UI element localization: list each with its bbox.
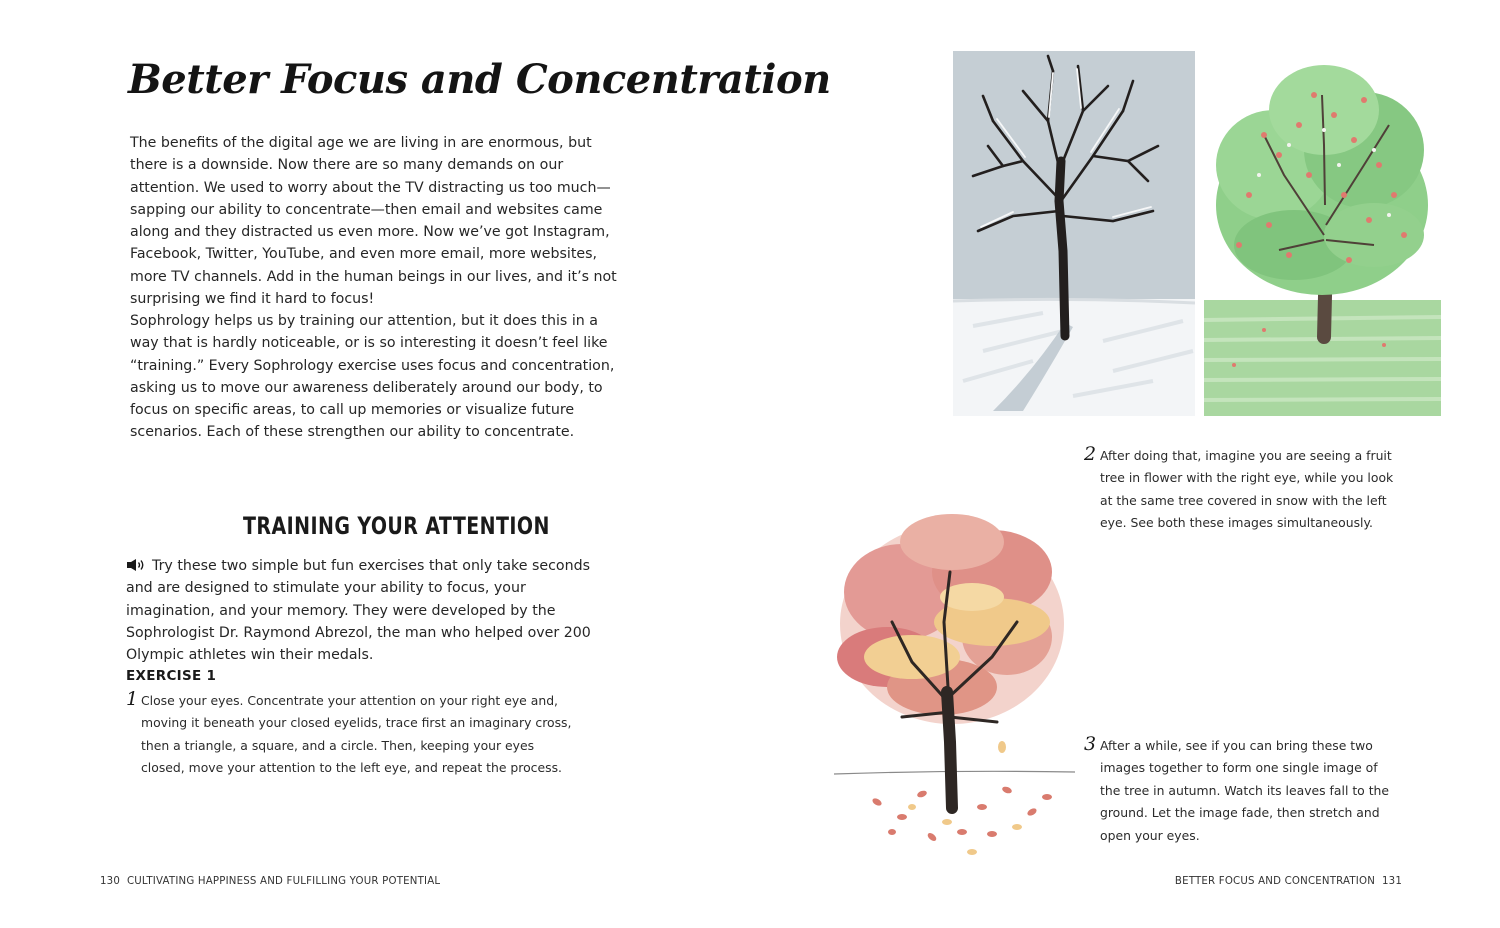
footer-right	[1175, 876, 1402, 887]
step-3-number: 3	[1084, 733, 1097, 755]
intro-paragraph-2: Sophrology helps us by training our attention, but it does this in a way that is hardly noticeable, or is so interesting it doesn’t feel like “training.” Every Sophrology exercise uses focus and concentration, asking us to move our awareness deliberately around our body, to focus on specific areas, to call up memories or visualize future scenarios. Each of these strengthen our ability to concentrate.	[130, 313, 615, 441]
step-1-text: Close your eyes. Concentrate your attention on your right eye and, moving it beneath your closed eyelids, trace first an imaginary cross, then a triangle, a square, and a circle. Then, keeping your eyes closed, move your attention to the left eye, and repeat the process.	[141, 693, 572, 776]
step-3-text: After a while, see if you can bring these two images together to form one single image of the tree in autumn. Watch its leaves fall to the ground. Let the image fade, then stretch and open your eyes.	[1100, 738, 1390, 843]
footer-left-page-number: 130	[100, 876, 121, 887]
spring-tree-illustration	[1204, 55, 1441, 416]
page-title: Better Focus and Concentration	[128, 56, 831, 103]
step-2-text: After doing that, imagine you are seeing a fruit tree in flower with the right eye, while you look at the same tree covered in snow with the left eye. See both these images simultaneously.	[1100, 448, 1394, 531]
autumn-tree-illustration	[832, 512, 1077, 862]
footer-left-text: CULTIVATING HAPPINESS AND FULFILLING YOUR POTENTIAL	[126, 876, 441, 887]
exercise-intro	[126, 555, 606, 666]
exercise-intro-text: Try these two simple but fun exercises that only take seconds and are designed to stimulate your ability to focus, your imagination, and your memory. They were developed by the Sophrologist Dr. Raymond Abrezol, the man who helped over 200 Olympic athletes win their medals.	[126, 558, 591, 664]
section-heading: TRAINING YOUR ATTENTION	[243, 512, 550, 540]
step-1-number: 1	[126, 688, 139, 710]
winter-tree-illustration	[953, 51, 1195, 416]
footer-right-page-number: 131	[1381, 876, 1402, 887]
speaker-icon	[126, 558, 146, 572]
footer-left	[100, 876, 440, 887]
intro-paragraph-1: The benefits of the digital age we are living in are enormous, but there is a downside. Now there are so many demands on our attention. We used to worry about the TV distracting us too much—sapping our ability to concentrate—then email and websites came along and they distracted us even more. Now we’ve got Instagram, Facebook, Twitter, YouTube, and even more email, more websites, more TV channels. Add in the human beings in our lives, and it’s not surprising we find it hard to focus!	[130, 135, 617, 308]
footer-right-text: BETTER FOCUS AND CONCENTRATION	[1174, 876, 1376, 887]
step-2-number: 2	[1084, 443, 1097, 465]
exercise-label: EXERCISE 1	[126, 668, 217, 684]
